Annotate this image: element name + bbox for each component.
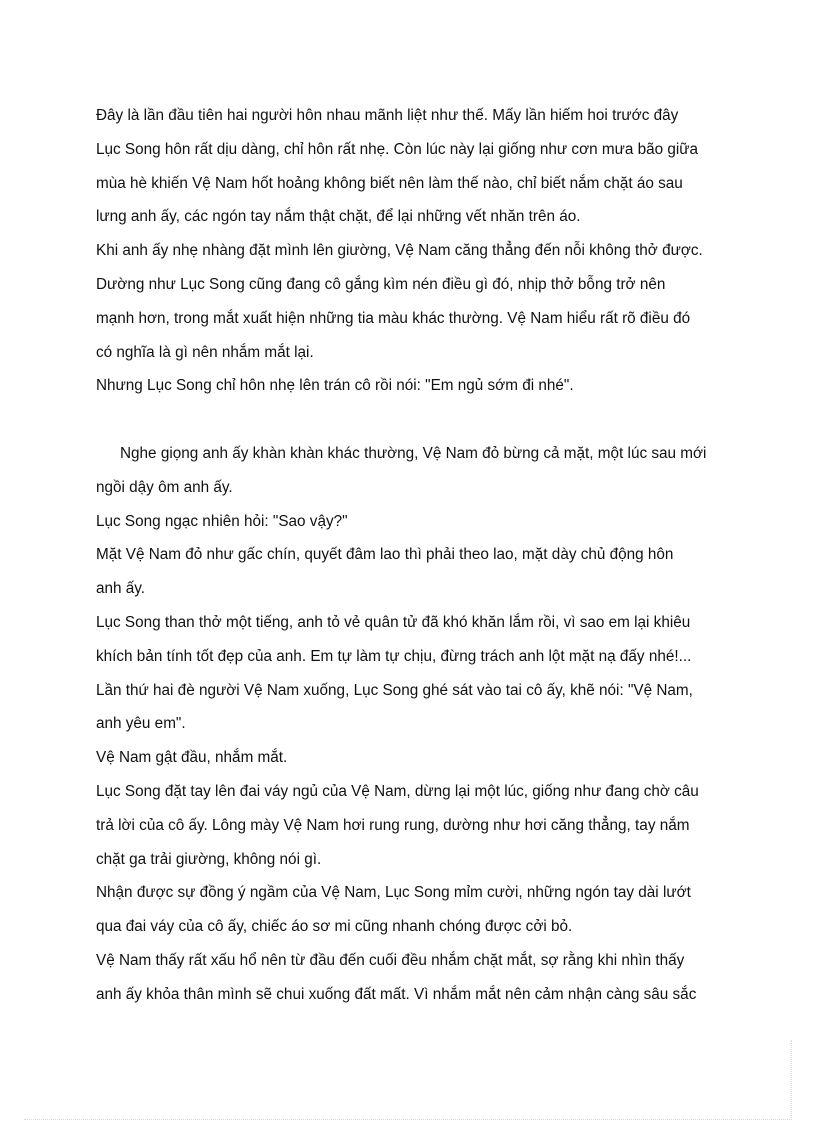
text-line: Lần thứ hai đè người Vệ Nam xuống, Lục Song ghé sát vào tai cô ấy, khẽ nói: "Vệ Nam, bbox=[96, 681, 693, 699]
text-line: Mặt Vệ Nam đỏ như gấc chín, quyết đâm lao thì phải theo lao, mặt dày chủ động hôn bbox=[96, 546, 674, 564]
page-bottom-border bbox=[24, 1119, 792, 1120]
text-line: anh ấy khỏa thân mình sẽ chui xuống đất mất. Vì nhắm mắt nên cảm nhận càng sâu sắc bbox=[96, 985, 697, 1003]
text-line: mạnh hơn, trong mắt xuất hiện những tia màu khác thường. Vệ Nam hiểu rất rõ điều đó bbox=[96, 309, 691, 327]
text-line: chặt ga trải giường, không nói gì. bbox=[96, 850, 322, 868]
text-line: Khi anh ấy nhẹ nhàng đặt mình lên giường, Vệ Nam căng thẳng đến nỗi không thở được. bbox=[96, 242, 703, 260]
text-line: trả lời của cô ấy. Lông mày Vệ Nam hơi rung rung, dường như hơi căng thẳng, tay nắm bbox=[96, 816, 690, 834]
text-line: có nghĩa là gì nên nhắm mắt lại. bbox=[96, 343, 314, 361]
text-line: Vệ Nam gật đầu, nhắm mắt. bbox=[96, 749, 288, 767]
text-line: mùa hè khiến Vệ Nam hốt hoảng không biết nên làm thế nào, chỉ biết nắm chặt áo sau bbox=[96, 174, 683, 192]
text-line: ngồi dậy ôm anh ấy. bbox=[96, 478, 233, 496]
text-line: Nghe giọng anh ấy khàn khàn khác thường, Vệ Nam đỏ bừng cả mặt, một lúc sau mới bbox=[120, 444, 707, 462]
text-line: khích bản tính tốt đẹp của anh. Em tự làm tự chịu, đừng trách anh lột mặt nạ đấy nhé!... bbox=[96, 647, 692, 665]
text-line: Nhận được sự đồng ý ngầm của Vệ Nam, Lục Song mỉm cười, những ngón tay dài lướt bbox=[96, 884, 691, 902]
text-line: lưng anh ấy, các ngón tay nắm thật chặt, để lại những vết nhăn trên áo. bbox=[96, 208, 581, 226]
text-line: Lục Song ngạc nhiên hỏi: "Sao vậy?" bbox=[96, 512, 348, 530]
text-line: Lục Song đặt tay lên đai váy ngủ của Vệ Nam, dừng lại một lúc, giống như đang chờ câu bbox=[96, 782, 699, 800]
text-line: Nhưng Lục Song chỉ hôn nhẹ lên trán cô rồi nói: "Em ngủ sớm đi nhé". bbox=[96, 377, 574, 395]
text-line: Dường như Lục Song cũng đang cô gắng kìm nén điều gì đó, nhịp thở bỗng trở nên bbox=[96, 275, 666, 293]
text-line: Lục Song than thở một tiếng, anh tỏ vẻ quân tử đã khó khăn lắm rồi, vì sao em lại khiêu bbox=[96, 613, 691, 631]
text-line: Vệ Nam thấy rất xấu hổ nên từ đầu đến cuối đều nhắm chặt mắt, sợ rằng khi nhìn thấy bbox=[96, 951, 685, 969]
text-line: anh yêu em". bbox=[96, 715, 186, 733]
text-line: anh ấy. bbox=[96, 580, 146, 598]
page-right-border bbox=[791, 1040, 792, 1120]
body-text bbox=[96, 99, 736, 1012]
text-line: Lục Song hôn rất dịu dàng, chỉ hôn rất nhẹ. Còn lúc này lại giống như cơn mưa bão giữa bbox=[96, 140, 699, 158]
paragraph-gap bbox=[96, 403, 736, 437]
text-line: qua đai váy của cô ấy, chiếc áo sơ mi cũng nhanh chóng được cởi bỏ. bbox=[96, 918, 573, 936]
text-line: Đây là lần đầu tiên hai người hôn nhau mãnh liệt như thế. Mấy lần hiếm hoi trước đây bbox=[96, 107, 679, 124]
